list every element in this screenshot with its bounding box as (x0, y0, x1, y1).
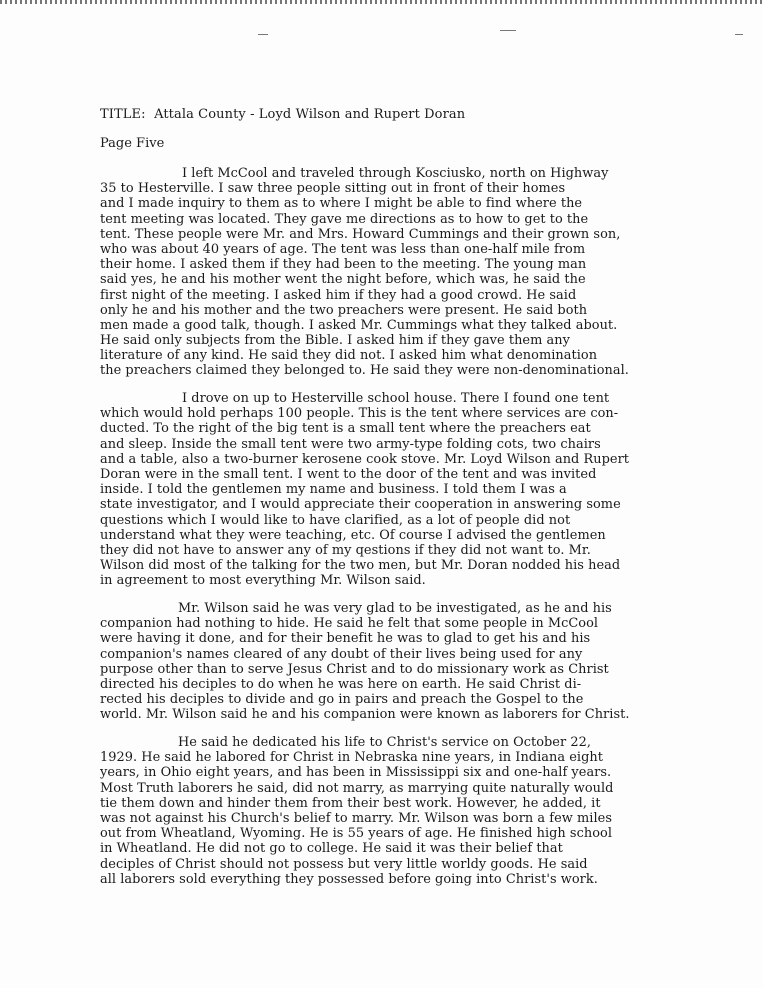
paragraph-line: said yes, he and his mother went the night before, which was, he said the (100, 272, 586, 288)
paragraph-line: out from Wheatland, Wyoming. He is 55 years of age. He finished high school (100, 826, 613, 842)
paragraph-line: 1929. He said he labored for Christ in Nebraska nine years, in Indiana eight (100, 750, 603, 766)
paragraph-line: and I made inquiry to them as to where I might be able to find where the (100, 196, 583, 212)
paragraph-line: they did not have to answer any of my qestions if they did not want to. Mr. (100, 542, 591, 558)
scan-mark (735, 34, 743, 35)
paragraph-line: which would hold perhaps 100 people. This is the tent where services are con- (100, 406, 619, 422)
paragraph-line: 35 to Hesterville. I saw three people sitting out in front of their homes (100, 181, 566, 197)
paragraph-line: first night of the meeting. I asked him if they had a good crowd. He said (100, 287, 577, 303)
paragraph-3 (96, 601, 696, 723)
document-title (100, 107, 465, 122)
paragraph-line: in agreement to most everything Mr. Wilson said. (100, 573, 426, 589)
paragraph-line: Doran were in the small tent. I went to the door of the tent and was invited (100, 466, 597, 482)
paragraph-line: He said he dedicated his life to Christ's service on October 22, (178, 735, 591, 750)
paragraph-line: all laborers sold everything they possessed before going into Christ's work. (100, 871, 598, 887)
title-text: Attala County - Loyd Wilson and Rupert Doran (154, 107, 466, 122)
paragraph-line: rected his deciples to divide and go in pairs and preach the Gospel to the (100, 692, 584, 708)
paragraph-line: inside. I told the gentlemen my name and business. I told them I was a (100, 482, 567, 498)
paragraph-1 (96, 166, 696, 379)
paragraph-line: directed his deciples to do when he was here on earth. He said Christ di- (100, 676, 582, 692)
paragraph-line: and sleep. Inside the small tent were two army-type folding cots, two chairs (100, 436, 601, 452)
paragraph-line: tent meeting was located. They gave me directions as to how to get to the (100, 211, 589, 227)
paragraph-line: Mr. Wilson said he was very glad to be investigated, as he and his (178, 601, 612, 616)
paragraph-line: ducted. To the right of the big tent is a small tent where the preachers eat (100, 421, 591, 437)
paragraph-line: tent. These people were Mr. and Mrs. Howard Cummings and their grown son, (100, 226, 621, 242)
paragraph-line: companion's names cleared of any doubt of their lives being used for any (100, 646, 583, 662)
paragraph-line: only he and his mother and the two preachers were present. He said both (100, 302, 588, 318)
paragraph-line: questions which I would like to have clarified, as a lot of people did not (100, 512, 571, 528)
title-label: TITLE: (100, 107, 146, 122)
paragraph-line: men made a good talk, though. I asked Mr. Cummings what they talked about. (100, 317, 618, 333)
scan-mark (500, 30, 516, 31)
paragraph-line: state investigator, and I would appreciate their cooperation in answering some (100, 497, 621, 513)
paragraph-line: deciples of Christ should not possess but very little worldy goods. He said (100, 856, 588, 872)
paragraph-line: understand what they were teaching, etc. Of course I advised the gentlemen (100, 527, 606, 543)
paragraph-line: He said only subjects from the Bible. I asked him if they gave them any (100, 333, 570, 349)
paragraph-line: was not against his Church's belief to marry. Mr. Wilson was born a few miles (100, 810, 612, 826)
paragraph-line: companion had nothing to hide. He said he felt that some people in McCool (100, 616, 599, 632)
paragraph-line: in Wheatland. He did not go to college. He said it was their belief that (100, 841, 563, 857)
paragraph-line: were having it done, and for their benefit he was to glad to get his and his (100, 631, 591, 647)
paragraph-line: Most Truth laborers he said, did not marry, as marrying quite naturally would (100, 780, 614, 796)
paragraph-2 (96, 391, 696, 588)
paragraph-line: literature of any kind. He said they did not. I asked him what denomination (100, 348, 598, 364)
paragraph-line: Wilson did most of the talking for the two men, but Mr. Doran nodded his head (100, 558, 621, 574)
paragraph-line: world. Mr. Wilson said he and his companion were known as laborers for Christ. (100, 707, 630, 723)
paragraph-line: their home. I asked them if they had been to the meeting. The young man (100, 257, 587, 273)
paragraph-line: who was about 40 years of age. The tent was less than one-half mile from (100, 241, 586, 257)
paragraph-line: years, in Ohio eight years, and has been in Mississippi six and one-half years. (100, 765, 612, 781)
paragraph-4 (96, 735, 696, 887)
paragraph-line: I drove on up to Hesterville school house. There I found one tent (182, 391, 610, 406)
scan-mark (258, 34, 268, 35)
paragraph-line: tie them down and hinder them from their best work. However, he added, it (100, 795, 601, 811)
paragraph-line: purpose other than to serve Jesus Christ and to do missionary work as Christ (100, 661, 609, 677)
paragraph-line: and a table, also a two-burner kerosene cook stove. Mr. Loyd Wilson and Rupert (100, 451, 630, 467)
paragraph-line: I left McCool and traveled through Kosciusko, north on Highway (182, 166, 609, 181)
page-number-label: Page Five (100, 136, 165, 151)
paragraph-line: the preachers claimed they belonged to. He said they were non-denominational. (100, 363, 629, 379)
top-border-dots (0, 0, 763, 4)
